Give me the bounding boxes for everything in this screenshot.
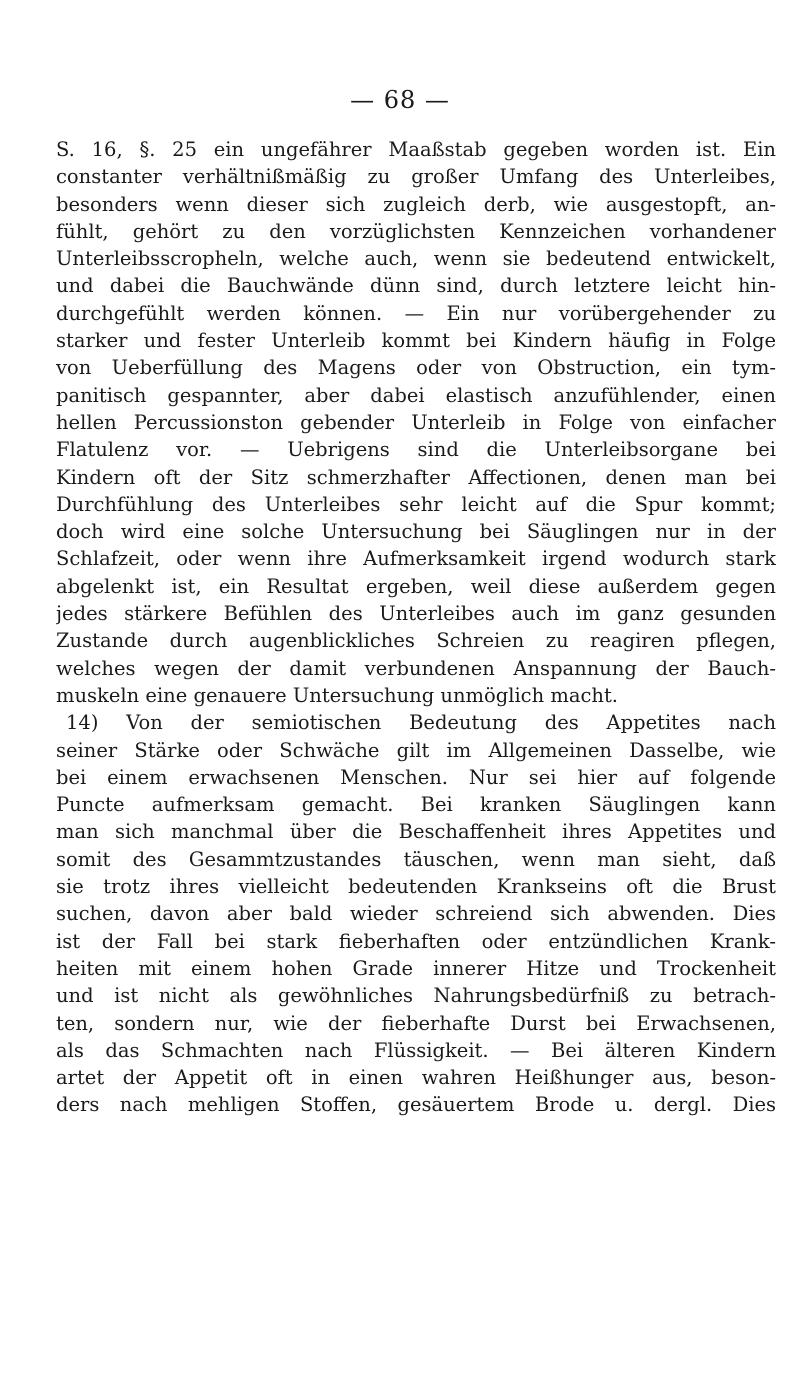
text-line: ten, sondern nur, wie der fieberhafte Durst bei Erwachsenen,	[56, 1011, 776, 1035]
text-line: abgelenkt ist, ein Resultat ergeben, weil diese außerdem gegen	[56, 574, 776, 598]
text-line: ders nach mehligen Stoffen, gesäuertem Brode u. dergl. Dies	[56, 1093, 776, 1117]
text-line: jedes stärkere Befühlen des Unterleibes auch im ganz gesunden	[56, 602, 776, 626]
text-line: heiten mit einem hohen Grade innerer Hitze und Trockenheit	[56, 956, 776, 980]
text-line: somit des Gesammtzustandes täuschen, wenn man sieht, daß	[56, 847, 776, 871]
text-line: starker und fester Unterleib kommt bei Kindern häufig in Folge	[56, 329, 776, 353]
text-line: Durchfühlung des Unterleibes sehr leicht auf die Spur kommt;	[56, 492, 776, 516]
text-line: durchgefühlt werden können. — Ein nur vorübergehender zu	[56, 301, 776, 325]
text-line: muskeln eine genauere Untersuchung unmöglich macht.	[56, 683, 618, 707]
text-line: man sich manchmal über die Beschaffenheit ihres Appetites und	[56, 820, 776, 844]
text-line: ist der Fall bei stark fieberhaften oder entzündlichen Krank-	[56, 929, 776, 953]
text-line: artet der Appetit oft in einen wahren Heißhunger aus, beson-	[56, 1066, 776, 1090]
text-line: panitisch gespannter, aber dabei elastisch anzufühlender, einen	[56, 383, 776, 407]
text-line: Kindern oft der Sitz schmerzhafter Affectionen, denen man bei	[56, 465, 776, 489]
text-line: S. 16, §. 25 ein ungefährer Maaßstab gegeben worden ist. Ein	[56, 138, 776, 161]
text-line: Schlafzeit, oder wenn ihre Aufmerksamkeit irgend wodurch stark	[56, 547, 776, 571]
text-line: seiner Stärke oder Schwäche gilt im Allgemeinen Dasselbe, wie	[56, 738, 776, 762]
text-line: als das Schmachten nach Flüssigkeit. — Bei älteren Kindern	[56, 1038, 776, 1062]
body-text	[56, 136, 776, 1119]
text-line: Unterleibsscropheln, welche auch, wenn sie bedeutend entwickelt,	[56, 247, 776, 271]
page-number: — 68 —	[350, 86, 450, 114]
text-line: suchen, davon aber bald wieder schreiend sich abwenden. Dies	[56, 902, 776, 926]
text-line: von Ueberfüllung des Magens oder von Obstruction, ein tym-	[56, 356, 776, 380]
text-line: Flatulenz vor. — Uebrigens sind die Unterleibsorgane bei	[56, 438, 776, 462]
text-line: und dabei die Bauchwände dünn sind, durch letztere leicht hin-	[56, 274, 776, 298]
text-line: und ist nicht als gewöhnliches Nahrungsbedürfniß zu betrach-	[56, 984, 776, 1008]
text-line: constanter verhältnißmäßig zu großer Umfang des Unterleibes,	[56, 165, 776, 189]
text-line: hellen Percussionston gebender Unterleib in Folge von einfacher	[56, 410, 776, 434]
text-line: doch wird eine solche Untersuchung bei Säuglingen nur in der	[56, 520, 776, 544]
text-line: bei einem erwachsenen Menschen. Nur sei hier auf folgende	[56, 765, 776, 789]
text-line: Puncte aufmerksam gemacht. Bei kranken Säuglingen kann	[56, 793, 776, 817]
text-line: fühlt, gehört zu den vorzüglichsten Kennzeichen vorhandener	[56, 219, 776, 243]
text-line: sie trotz ihres vielleicht bedeutenden Krankseins oft die Brust	[56, 875, 776, 899]
text-line: welches wegen der damit verbundenen Anspannung der Bauch-	[56, 656, 776, 680]
text-line: Zustande durch augenblickliches Schreien zu reagiren pflegen,	[56, 629, 776, 653]
text-line: besonders wenn dieser sich zugleich derb, wie ausgestopft, an-	[56, 192, 776, 216]
text-line: 14) Von der semiotischen Bedeutung des Appetites nach	[66, 711, 776, 735]
